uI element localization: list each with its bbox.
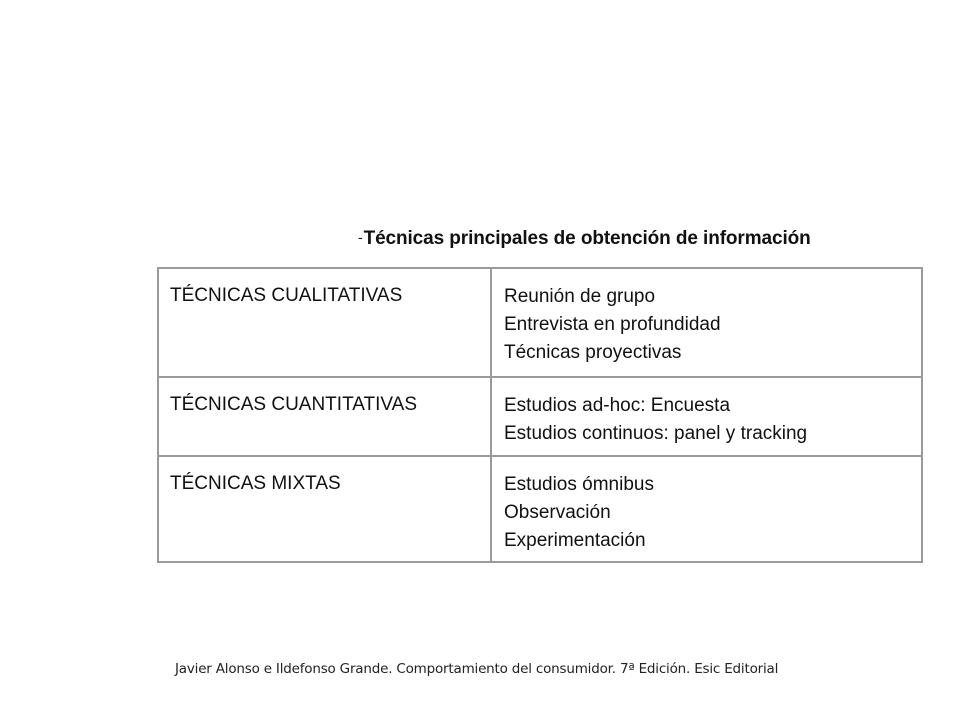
title-text: Técnicas principales de obtención de información	[363, 228, 811, 249]
technique-item: Observación	[504, 502, 611, 523]
table-title	[358, 228, 811, 250]
category-cell: TÉCNICAS CUANTITATIVAS	[158, 377, 491, 456]
source-citation: Javier Alonso e Ildefonso Grande. Comportamiento del consumidor. 7ª Edición. Esic Editorial	[175, 661, 779, 677]
title-dash: -	[358, 229, 363, 245]
items-cell	[491, 377, 922, 456]
table-row	[158, 377, 922, 456]
technique-item: Experimentación	[504, 530, 646, 551]
table-row	[158, 456, 922, 562]
technique-item: Entrevista en profundidad	[504, 314, 721, 335]
technique-item: Estudios continuos: panel y tracking	[504, 423, 808, 444]
technique-item: Estudios ad-hoc: Encuesta	[504, 395, 731, 416]
items-cell	[491, 268, 922, 377]
technique-item: Estudios ómnibus	[504, 474, 654, 495]
technique-item: Reunión de grupo	[504, 286, 656, 307]
category-cell: TÉCNICAS CUALITATIVAS	[158, 268, 491, 377]
technique-item: Técnicas proyectivas	[504, 342, 682, 363]
techniques-table	[157, 267, 923, 563]
items-cell	[491, 456, 922, 562]
table-row	[158, 268, 922, 377]
category-cell: TÉCNICAS MIXTAS	[158, 456, 491, 562]
